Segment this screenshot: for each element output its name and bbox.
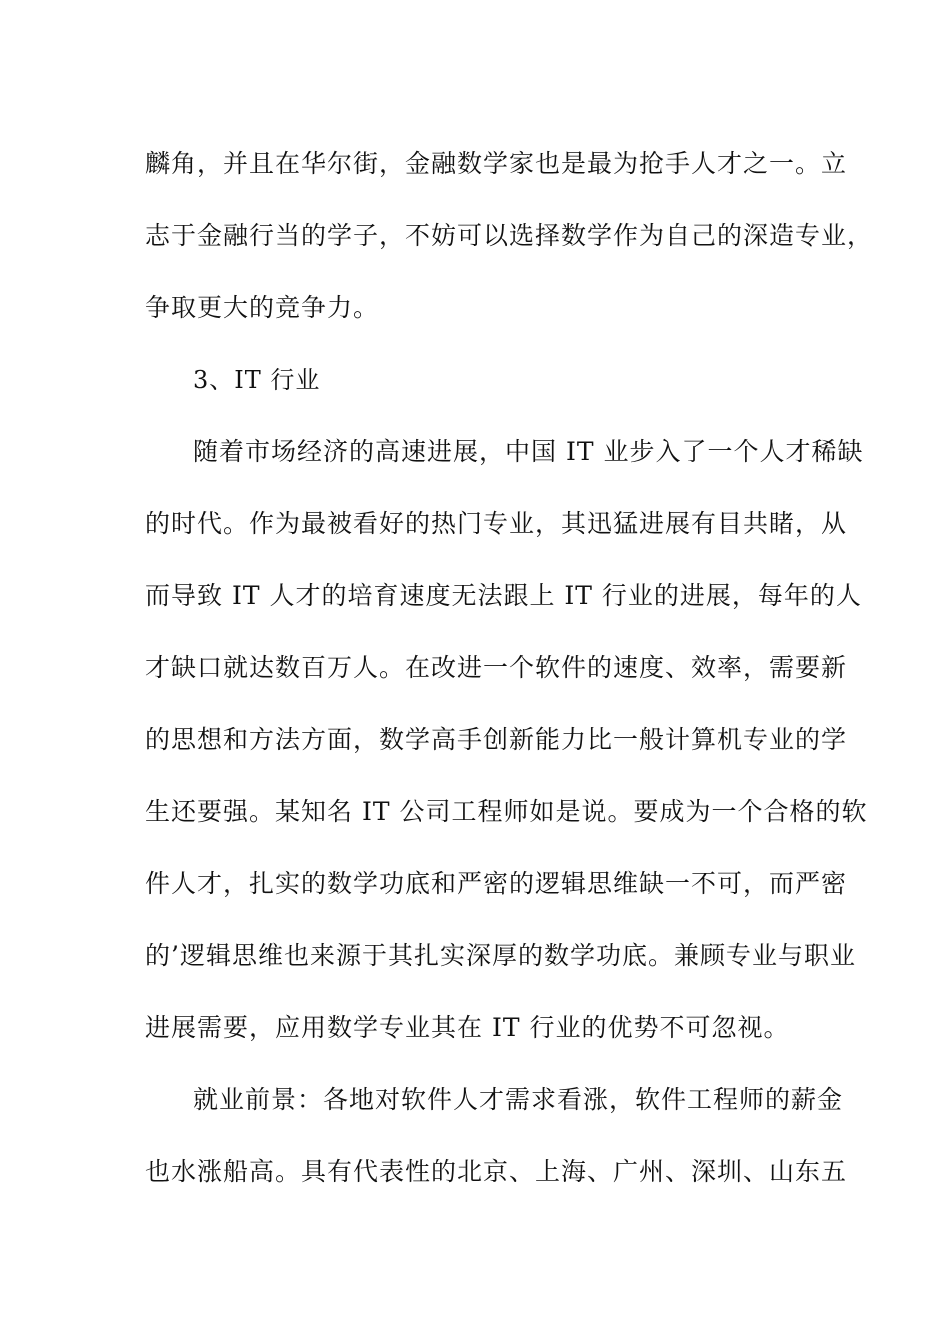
text-line: 的时代。作为最被看好的热门专业，其迅猛进展有目共睹，从 — [145, 509, 848, 538]
text-line: 志于金融行当的学子，不妨可以选择数学作为自己的深造专业， — [145, 221, 874, 250]
text-line: 麟角，并且在华尔街，金融数学家也是最为抢手人才之一。立 — [145, 149, 848, 178]
paragraph-employment-outlook — [145, 1064, 848, 1208]
text-line: 而导致 IT 人才的培育速度无法跟上 IT 行业的进展，每年的人 — [145, 581, 862, 610]
text-line: 争取更大的竞争力。 — [145, 293, 380, 322]
text-line: 的思想和方法方面，数学高手创新能力比一般计算机专业的学 — [145, 725, 848, 754]
text-line: 进展需要，应用数学专业其在 IT 行业的优势不可忽视。 — [145, 1013, 790, 1042]
text-line: 的’逻辑思维也来源于其扎实深厚的数学功底。兼顾专业与职业 — [145, 941, 856, 970]
document-body — [145, 128, 874, 1208]
paragraph-finance-conclusion — [145, 128, 874, 344]
paragraph-it-industry — [145, 416, 868, 1064]
text-line: 才缺口就达数百万人。在改进一个软件的速度、效率，需要新 — [145, 653, 848, 682]
text-line: 就业前景：各地对软件人才需求看涨，软件工程师的薪金 — [193, 1085, 844, 1114]
text-line: 件人才，扎实的数学功底和严密的逻辑思维缺一不可，而严密 — [145, 869, 848, 898]
text-line: 生还要强。某知名 IT 公司工程师如是说。要成为一个合格的软 — [145, 797, 868, 826]
text-line: 也水涨船高。具有代表性的北京、上海、广州、深圳、山东五 — [145, 1157, 848, 1186]
section-heading-it-industry: 3、IT 行业 — [193, 366, 321, 394]
text-line: 随着市场经济的高速进展，中国 IT 业步入了一个人才稀缺 — [193, 437, 864, 466]
